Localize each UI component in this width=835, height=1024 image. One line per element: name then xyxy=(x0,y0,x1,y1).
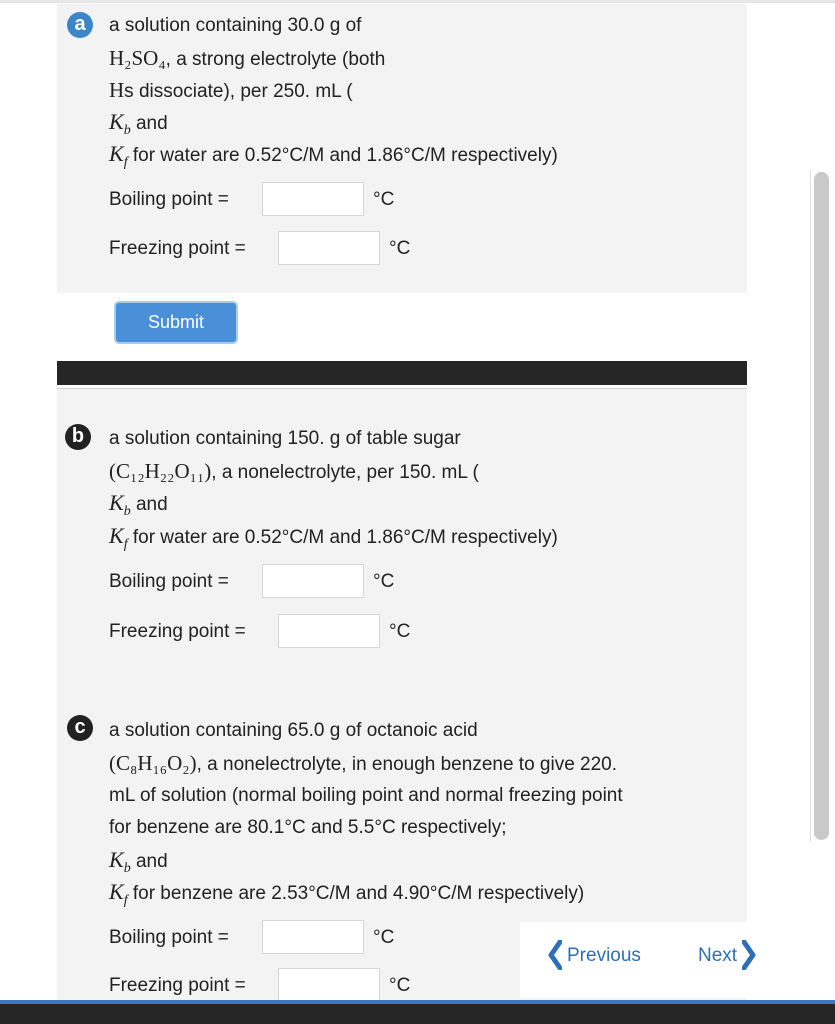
submit-button[interactable]: Submit xyxy=(114,301,238,344)
formula-octanoic-acid: (C₈H₁₆O₂) xyxy=(109,751,197,775)
part-a-kf-line xyxy=(109,142,558,175)
formula-h2so4: H₂SO₄ xyxy=(109,46,166,70)
part-b-kb-line xyxy=(109,491,168,524)
part-a-boiling-unit: °C xyxy=(373,189,395,210)
part-c-badge: c xyxy=(67,715,93,741)
part-c-line3: mL of solution (normal boiling point and normal freezing point xyxy=(109,785,623,806)
scrollbar-thumb[interactable] xyxy=(814,172,829,840)
part-a-line3 xyxy=(109,78,353,104)
part-c-freezing-unit: °C xyxy=(389,975,411,996)
kb-subscript: b xyxy=(123,504,131,519)
kf-symbol: K xyxy=(109,141,124,166)
chevron-left-icon[interactable] xyxy=(548,940,562,970)
part-c-kf-text: for benzene are 2.53°C/M and 4.90°C/M respectively) xyxy=(132,883,585,904)
part-a-kb-line xyxy=(109,110,168,143)
part-c-line1: a solution containing 65.0 g of octanoic acid xyxy=(109,720,478,741)
kb-symbol: K xyxy=(109,109,124,134)
part-b-line2-text: , a nonelectrolyte, per 150. mL ( xyxy=(211,462,479,483)
part-c-freezing-label: Freezing point = xyxy=(109,975,246,996)
kf-subscript: f xyxy=(123,155,128,170)
part-c-line2 xyxy=(109,751,617,777)
kb-symbol: K xyxy=(109,490,124,515)
part-b-section xyxy=(57,388,747,678)
part-c-freezing-input[interactable] xyxy=(278,968,380,1002)
kb-symbol: K xyxy=(109,847,124,872)
part-c-boiling-input[interactable] xyxy=(262,920,364,954)
part-b-boiling-input[interactable] xyxy=(262,564,364,598)
part-b-kb-text: and xyxy=(135,494,168,515)
part-c-boiling-unit: °C xyxy=(373,927,395,948)
formula-sucrose: (C₁₂H₂₂O₁₁) xyxy=(109,459,212,483)
part-a-freezing-input[interactable] xyxy=(278,231,380,265)
part-a-kf-text: for water are 0.52°C/M and 1.86°C/M respectively) xyxy=(132,145,558,166)
part-a-boiling-label: Boiling point = xyxy=(109,189,229,210)
part-a-boiling-input[interactable] xyxy=(262,182,364,216)
part-a-line2-text: , a strong electrolyte (both xyxy=(165,49,386,70)
part-b-boiling-unit: °C xyxy=(373,571,395,592)
part-b-freezing-input[interactable] xyxy=(278,614,380,648)
part-c-kf-line xyxy=(109,880,584,913)
part-c-line4: for benzene are 80.1°C and 5.5°C respectively; xyxy=(109,817,507,838)
chevron-right-icon[interactable] xyxy=(742,940,756,970)
part-c-kb-line xyxy=(109,848,168,881)
part-b-freezing-label: Freezing point = xyxy=(109,621,246,642)
part-b-badge: b xyxy=(65,424,91,450)
kb-subscript: b xyxy=(123,861,131,876)
next-button[interactable]: Next xyxy=(698,945,738,966)
part-a-badge: a xyxy=(67,12,93,38)
part-b-line1: a solution containing 150. g of table sugar xyxy=(109,428,461,449)
kf-symbol: K xyxy=(109,523,124,548)
part-a-section xyxy=(57,4,747,293)
part-c-boiling-label: Boiling point = xyxy=(109,927,229,948)
section-divider-bar xyxy=(57,361,747,385)
part-a-line3-text: s dissociate), per 250. mL ( xyxy=(124,81,353,102)
part-a-kb-text: and xyxy=(135,113,168,134)
part-a-line2 xyxy=(109,46,385,72)
part-b-kf-text: for water are 0.52°C/M and 1.86°C/M respectively) xyxy=(132,527,558,548)
part-b-freezing-unit: °C xyxy=(389,621,411,642)
symbol-h: H xyxy=(109,78,125,102)
top-border xyxy=(0,0,835,3)
kb-subscript: b xyxy=(123,123,131,138)
part-a-freezing-unit: °C xyxy=(389,238,411,259)
bottom-bar xyxy=(0,1004,835,1024)
part-a-line1: a solution containing 30.0 g of xyxy=(109,15,362,36)
part-c-line2-text: , a nonelectrolyte, in enough benzene to give 220. xyxy=(196,754,618,775)
part-c-kb-text: and xyxy=(135,851,168,872)
kf-subscript: f xyxy=(123,893,128,908)
part-a-freezing-label: Freezing point = xyxy=(109,238,246,259)
kf-symbol: K xyxy=(109,879,124,904)
part-b-line2 xyxy=(109,459,479,485)
part-b-kf-line xyxy=(109,524,558,557)
previous-button[interactable]: Previous xyxy=(567,945,641,966)
part-b-boiling-label: Boiling point = xyxy=(109,571,229,592)
kf-subscript: f xyxy=(123,537,128,552)
